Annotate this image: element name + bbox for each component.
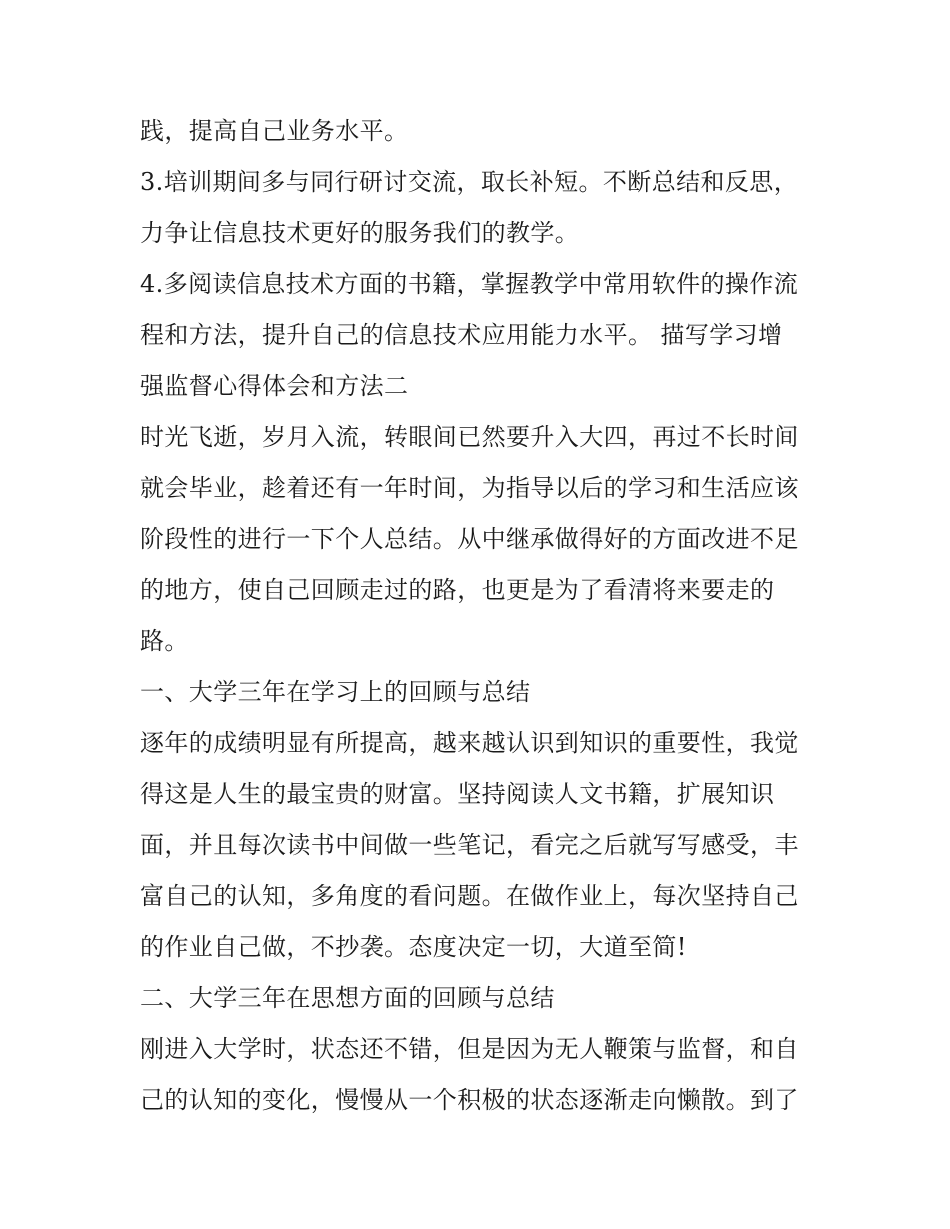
text-line: 就会毕业，趁着还有一年时间，为指导以后的学习和生活应该 xyxy=(140,474,799,502)
text-line: 逐年的成绩明显有所提高，越来越认识到知识的重要性，我觉 xyxy=(140,729,799,757)
text-line: 程和方法，提升自己的信息技术应用能力水平。 描写学习增 xyxy=(140,321,783,349)
section-heading: 二、大学三年在思想方面的回顾与总结 xyxy=(140,984,555,1012)
text-line: 4.多阅读信息技术方面的书籍，掌握教学中常用软件的操作流 xyxy=(140,270,799,298)
text-line: 3.培训期间多与同行研讨交流，取长补短。不断总结和反思， xyxy=(140,168,799,196)
text-line: 强监督心得体会和方法二 xyxy=(140,372,409,400)
text-line: 己的认知的变化，慢慢从一个积极的状态逐渐走向懒散。到了 xyxy=(140,1086,799,1114)
section-heading: 一、大学三年在学习上的回顾与总结 xyxy=(140,678,531,706)
text-line: 的地方，使自己回顾走过的路，也更是为了看清将来要走的 xyxy=(140,576,775,604)
text-line: 践，提高自己业务水平。 xyxy=(140,117,409,145)
text-line: 路。 xyxy=(140,627,189,655)
text-line: 力争让信息技术更好的服务我们的教学。 xyxy=(140,219,580,247)
text-line: 刚进入大学时，状态还不错，但是因为无人鞭策与监督，和自 xyxy=(140,1035,799,1063)
text-line: 面，并且每次读书中间做一些笔记，看完之后就写写感受，丰 xyxy=(140,831,799,859)
text-line: 得这是人生的最宝贵的财富。坚持阅读人文书籍，扩展知识 xyxy=(140,780,775,808)
text-line: 的作业自己做，不抄袭。态度决定一切，大道至简! xyxy=(140,933,687,961)
document-body xyxy=(140,106,820,1126)
text-line: 阶段性的进行一下个人总结。从中继承做得好的方面改进不足 xyxy=(140,525,799,553)
text-line: 富自己的认知，多角度的看问题。在做作业上，每次坚持自己 xyxy=(140,882,799,910)
text-line: 时光飞逝，岁月入流，转眼间已然要升入大四，再过不长时间 xyxy=(140,423,799,451)
